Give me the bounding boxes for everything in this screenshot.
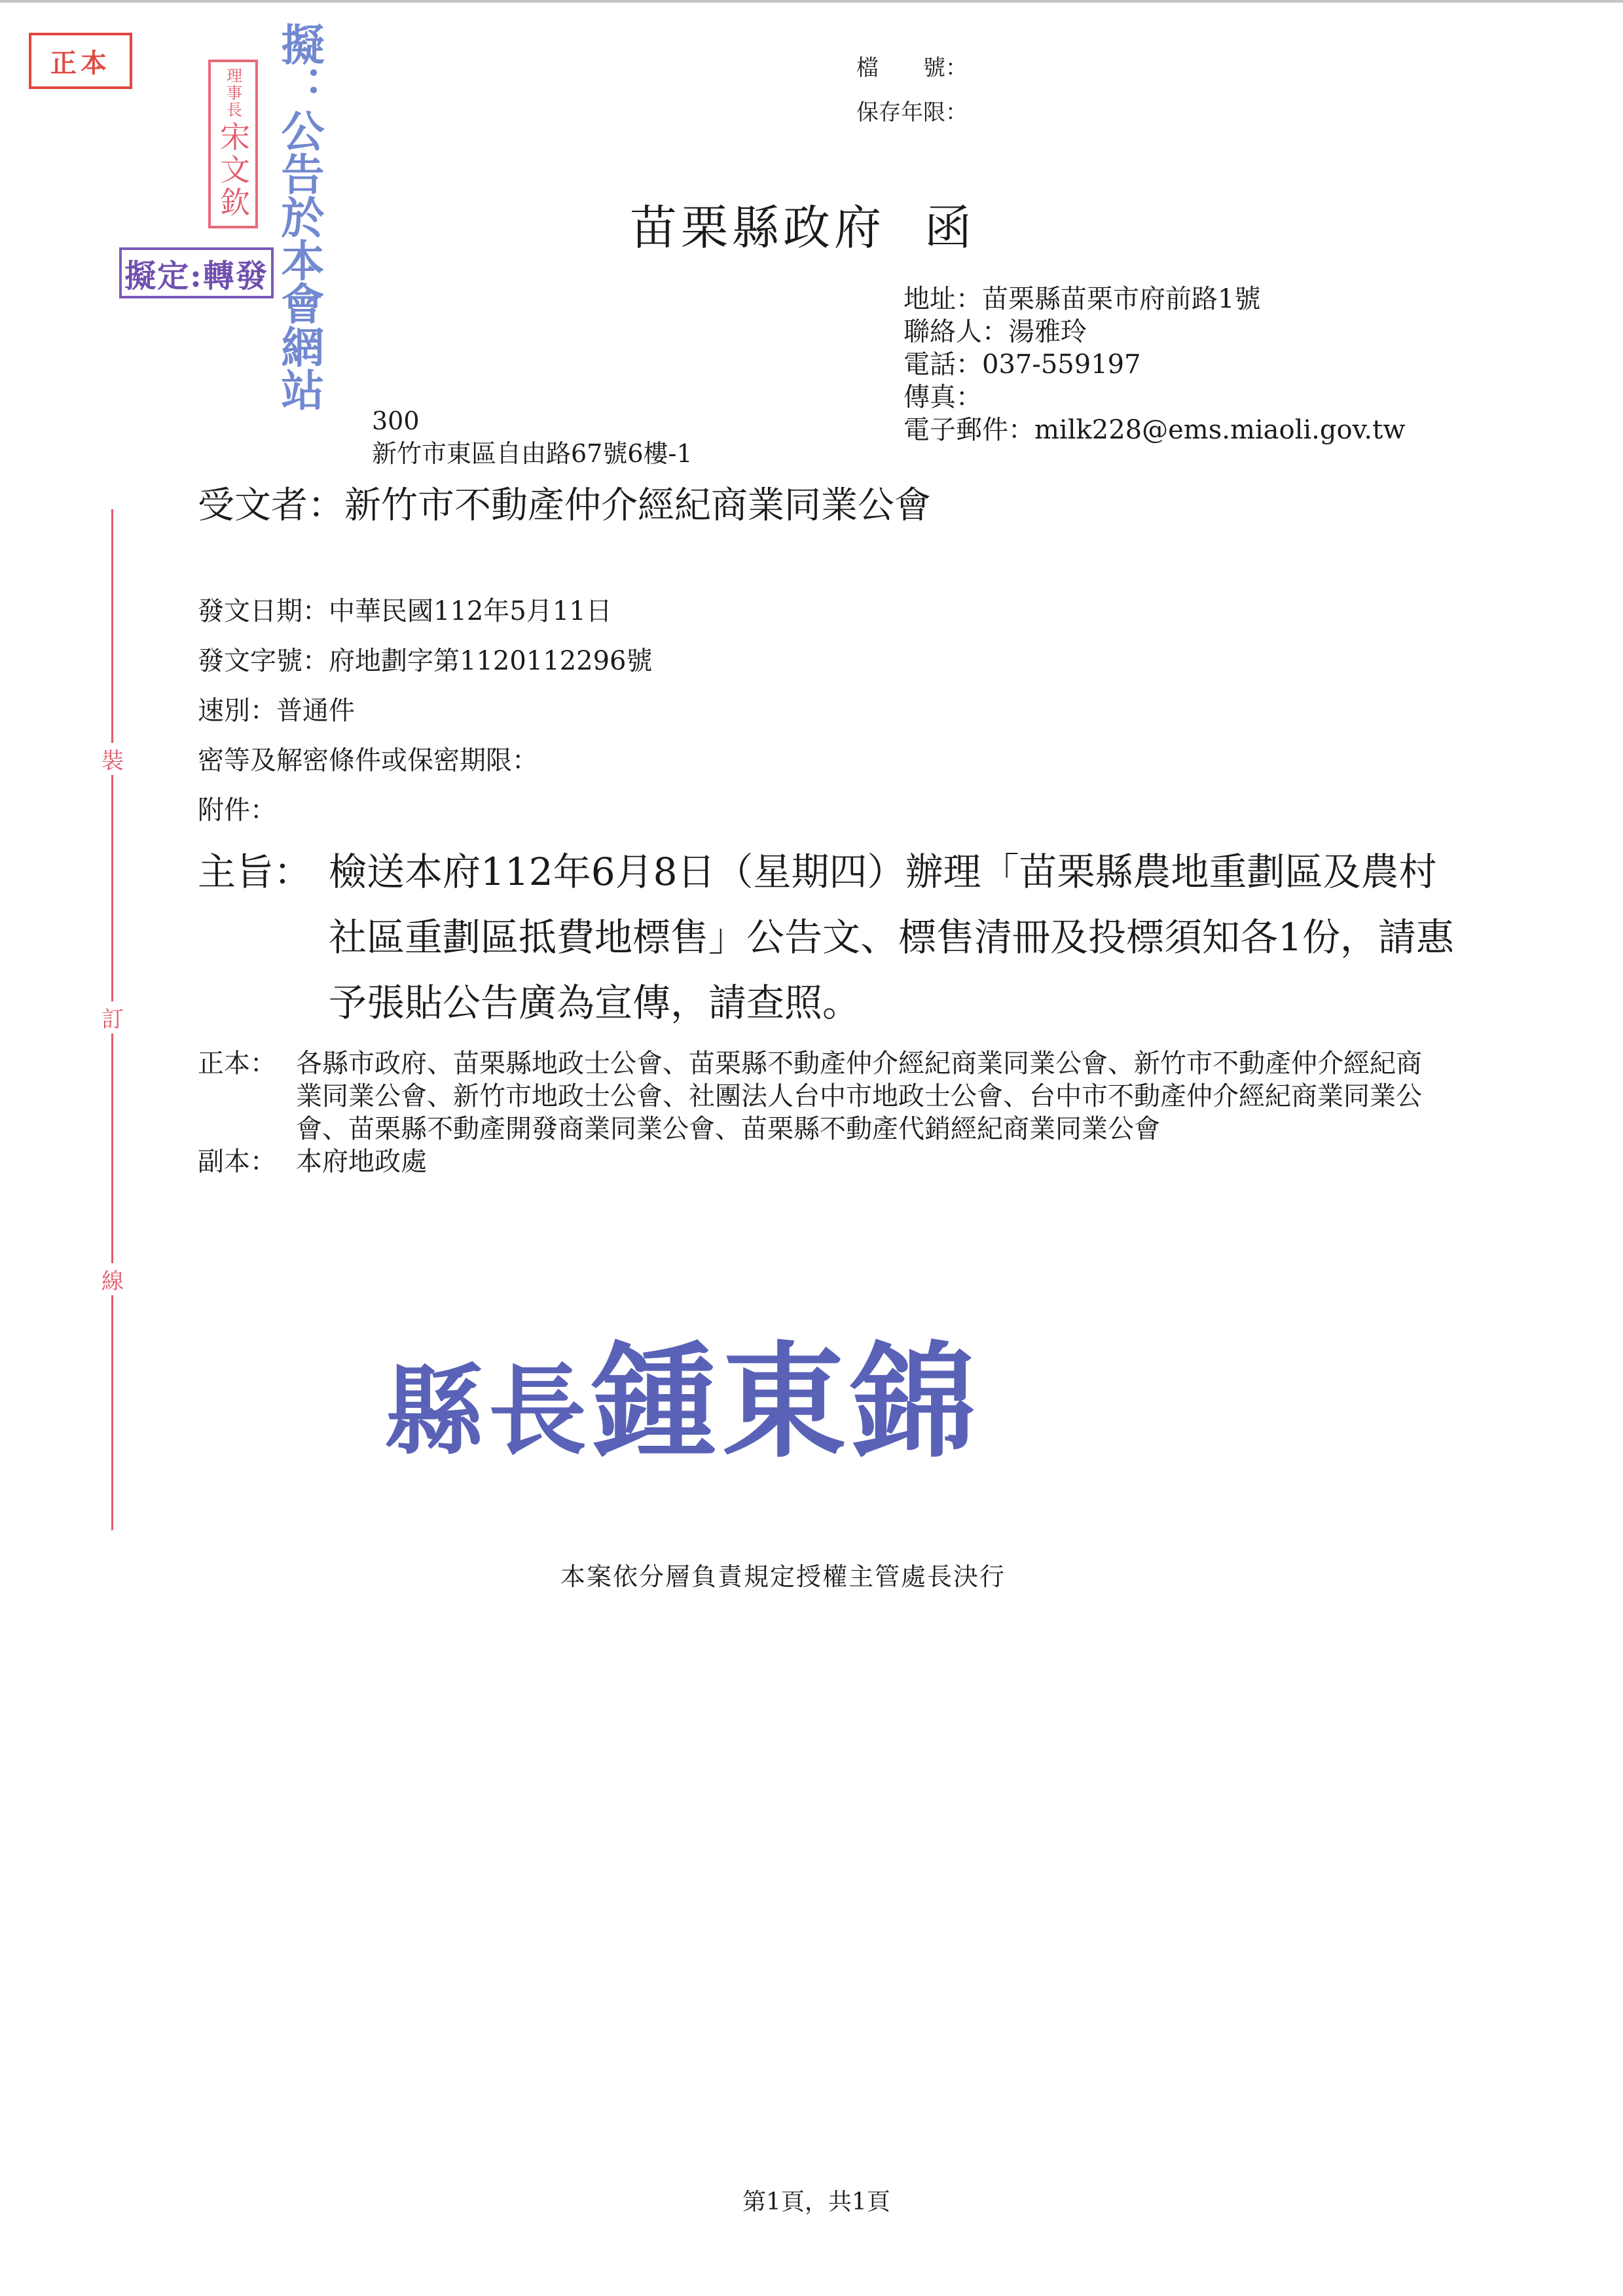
classification: 密等及解密條件或保密期限： (198, 745, 538, 776)
subject (198, 839, 1455, 1035)
signature-name: 鍾東錦 (592, 1329, 981, 1475)
document-metadata (198, 586, 653, 835)
signature-title: 縣長 (385, 1354, 593, 1469)
issue-date: 發文日期：中華民國112年5月11日 (198, 596, 612, 626)
subject-text: 檢送本府112年6月8日（星期四）辦理「苗栗縣農地重劃區及農村社區重劃區抵費地標售」公告文、標售清冊及投標須知各1份，請惠予張貼公告廣為宣傳，請查照。 (329, 850, 1454, 1025)
fax: 傳真： (903, 382, 982, 412)
page-indicator: 第1頁，共1頁 (742, 2189, 890, 2215)
binding-char-ding: 訂 (100, 1001, 126, 1033)
original-recipients (198, 1047, 1442, 1145)
email: 電子郵件：milk228@ems.miaoli.gov.tw (903, 415, 1406, 445)
forward-stamp: 擬定:轉發 (119, 247, 274, 298)
recipient (198, 484, 1051, 528)
postal-code: 300 (372, 406, 420, 435)
document-type: 函 (924, 200, 976, 255)
original-value: 各縣市政府、苗栗縣地政士公會、苗栗縣不動產仲介經紀商業同業公會、新竹市不動產仲介經紀商業同業公會、新竹市地政士公會、社團法人台中市地政士公會、台中市不動產仲介經紀商業同業公會、苗栗縣不動產開發商業同業公會、苗栗縣不動產代銷經紀商業同業公會 (296, 1049, 1422, 1144)
original-label: 正本： (198, 1049, 276, 1079)
copy-value: 本府地政處 (296, 1147, 427, 1177)
handwritten-note-stamp: 擬：公告於本會網站 (274, 22, 325, 411)
issuer-contact-block (903, 283, 1405, 446)
contact-person: 聯絡人：湯雅玲 (903, 317, 1087, 347)
chairman-seal-title: 理事長 (223, 67, 242, 118)
copy-recipients (198, 1145, 1442, 1178)
document-title (630, 190, 976, 258)
phone: 電話：037-559197 (903, 350, 1141, 380)
chairman-seal (208, 60, 258, 228)
recipient-address (372, 404, 693, 470)
street-address: 新竹市東區自由路67號6樓-1 (372, 439, 693, 468)
binding-char-xian: 線 (100, 1263, 126, 1295)
original-copy-stamp: 正本 (29, 33, 132, 89)
magistrate-signature-stamp (385, 1302, 981, 1481)
distribution-list (198, 1047, 1442, 1178)
subject-label: 主旨： (198, 850, 312, 894)
issuer-address: 地址：苗栗縣苗栗市府前路1號 (903, 284, 1261, 314)
delegation-note: 本案依分層負責規定授權主管處長決行 (560, 1562, 1006, 1591)
file-metadata (856, 46, 968, 135)
file-number: 檔 號： (856, 55, 968, 81)
recipient-value: 新竹市不動產仲介經紀商業同業公會 (344, 484, 931, 527)
recipient-label: 受文者： (198, 484, 344, 527)
attachments: 附件： (198, 795, 276, 825)
copy-label: 副本： (198, 1147, 276, 1177)
document-number: 發文字號：府地劃字第1120112296號 (198, 646, 653, 676)
issuer-name: 苗栗縣政府 (630, 200, 886, 255)
scan-top-edge (0, 0, 1623, 3)
priority: 速別：普通件 (198, 696, 355, 726)
binding-char-zhuang: 裝 (100, 743, 126, 775)
chairman-seal-name: 宋文欽 (215, 121, 251, 219)
retention-period: 保存年限： (856, 99, 968, 126)
